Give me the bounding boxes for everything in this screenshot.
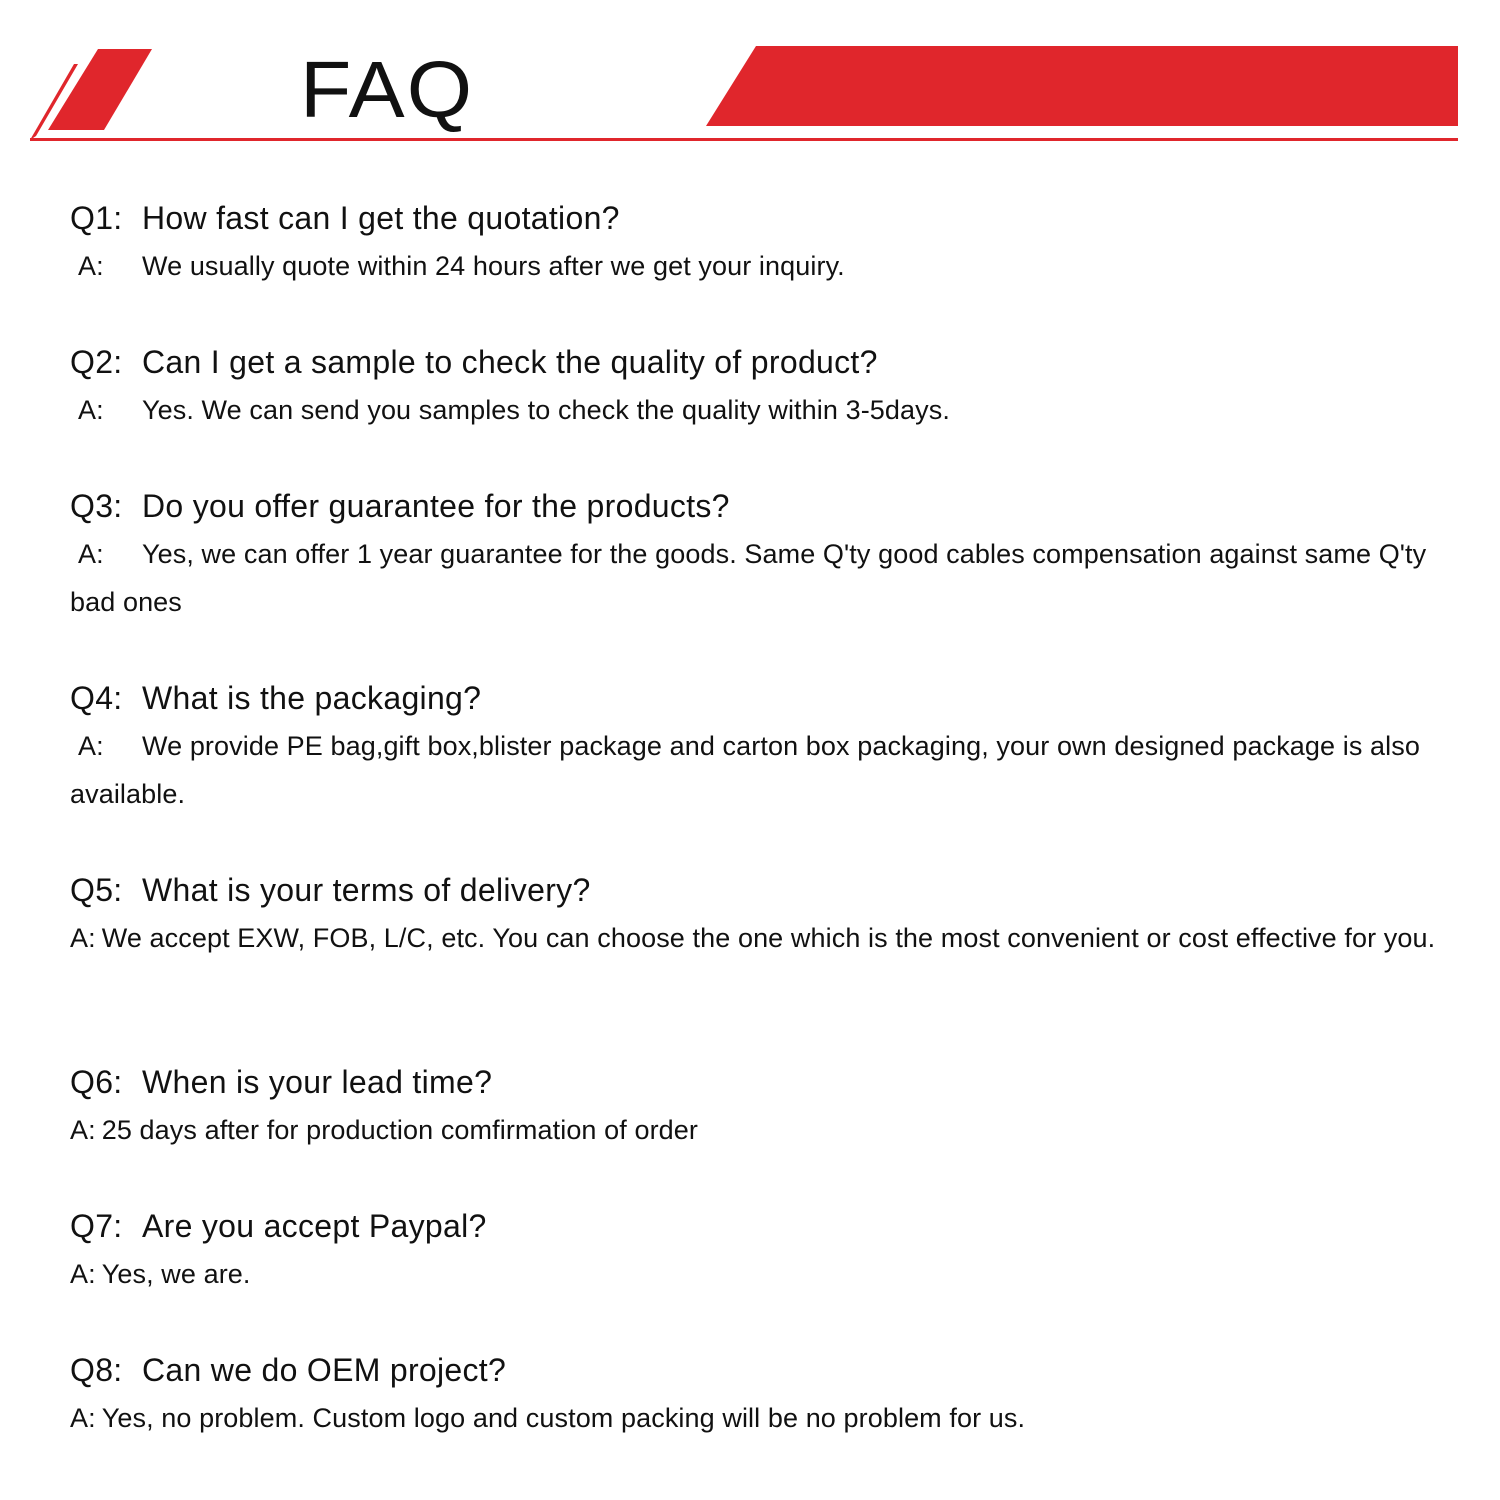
answer-label: A: — [78, 395, 104, 425]
question — [70, 196, 1450, 240]
answer-label: A: — [78, 539, 104, 569]
left-parallelogram — [48, 49, 152, 130]
question-label: Q6: — [70, 1064, 123, 1100]
faq-item-4 — [70, 676, 1450, 818]
question — [70, 868, 1450, 912]
answer — [70, 530, 1450, 626]
answer-label: A: — [70, 1115, 96, 1145]
faq-item-1 — [70, 196, 1450, 290]
question — [70, 1204, 1450, 1248]
page-title: FAQ — [300, 44, 475, 134]
question-label: Q8: — [70, 1352, 123, 1388]
question — [70, 340, 1450, 384]
answer-text: Yes, no problem. Custom logo and custom packing will be no problem for us. — [101, 1403, 1026, 1433]
question-text: Can I get a sample to check the quality of product? — [142, 344, 878, 380]
question-text: Are you accept Paypal? — [142, 1208, 487, 1244]
question-label: Q5: — [70, 872, 123, 908]
answer-text: We provide PE bag,gift box,blister package and carton box packaging, your own designed package is also available. — [70, 731, 1420, 809]
faq-item-6 — [70, 1060, 1450, 1154]
faq-item-8 — [70, 1348, 1450, 1442]
answer — [70, 242, 1450, 290]
question-text: Can we do OEM project? — [142, 1352, 507, 1388]
faq-header — [0, 0, 1500, 160]
answer-label: A: — [70, 923, 96, 953]
faq-item-3 — [70, 484, 1450, 626]
question — [70, 1060, 1450, 1104]
question-text: Do you offer guarantee for the products? — [142, 488, 730, 524]
answer — [70, 722, 1450, 818]
answer-text: Yes, we are. — [101, 1259, 251, 1289]
right-banner — [706, 46, 1458, 126]
answer — [70, 1394, 1450, 1442]
answer — [70, 1106, 1450, 1154]
answer-label: A: — [78, 251, 104, 281]
question-text: How fast can I get the quotation? — [142, 200, 620, 236]
question — [70, 484, 1450, 528]
answer-text: 25 days after for production comfirmation of order — [101, 1115, 699, 1145]
answer — [70, 914, 1450, 962]
answer-label: A: — [70, 1403, 96, 1433]
question — [70, 1348, 1450, 1392]
question-label: Q1: — [70, 200, 123, 236]
answer-text: We usually quote within 24 hours after we get your inquiry. — [142, 251, 845, 281]
answer-label: A: — [70, 1259, 96, 1289]
answer-text: Yes. We can send you samples to check the quality within 3-5days. — [142, 395, 950, 425]
header-decoration — [0, 0, 1500, 160]
answer-text: We accept EXW, FOB, L/C, etc. You can choose the one which is the most convenient or cost effective for you. — [101, 923, 1436, 953]
header-rule — [30, 138, 1458, 141]
question — [70, 676, 1450, 720]
question-label: Q3: — [70, 488, 123, 524]
answer-label: A: — [78, 731, 104, 761]
faq-item-5 — [70, 868, 1450, 962]
answer — [70, 386, 1450, 434]
answer-text: Yes, we can offer 1 year guarantee for the goods. Same Q'ty good cables compensation against same Q'ty bad ones — [70, 539, 1427, 617]
answer — [70, 1250, 1450, 1298]
faq-item-7 — [70, 1204, 1450, 1298]
question-text: What is the packaging? — [142, 680, 482, 716]
question-label: Q2: — [70, 344, 123, 380]
question-label: Q4: — [70, 680, 123, 716]
faq-item-2 — [70, 340, 1450, 434]
question-text: When is your lead time? — [142, 1064, 493, 1100]
question-text: What is your terms of delivery? — [142, 872, 591, 908]
question-label: Q7: — [70, 1208, 123, 1244]
